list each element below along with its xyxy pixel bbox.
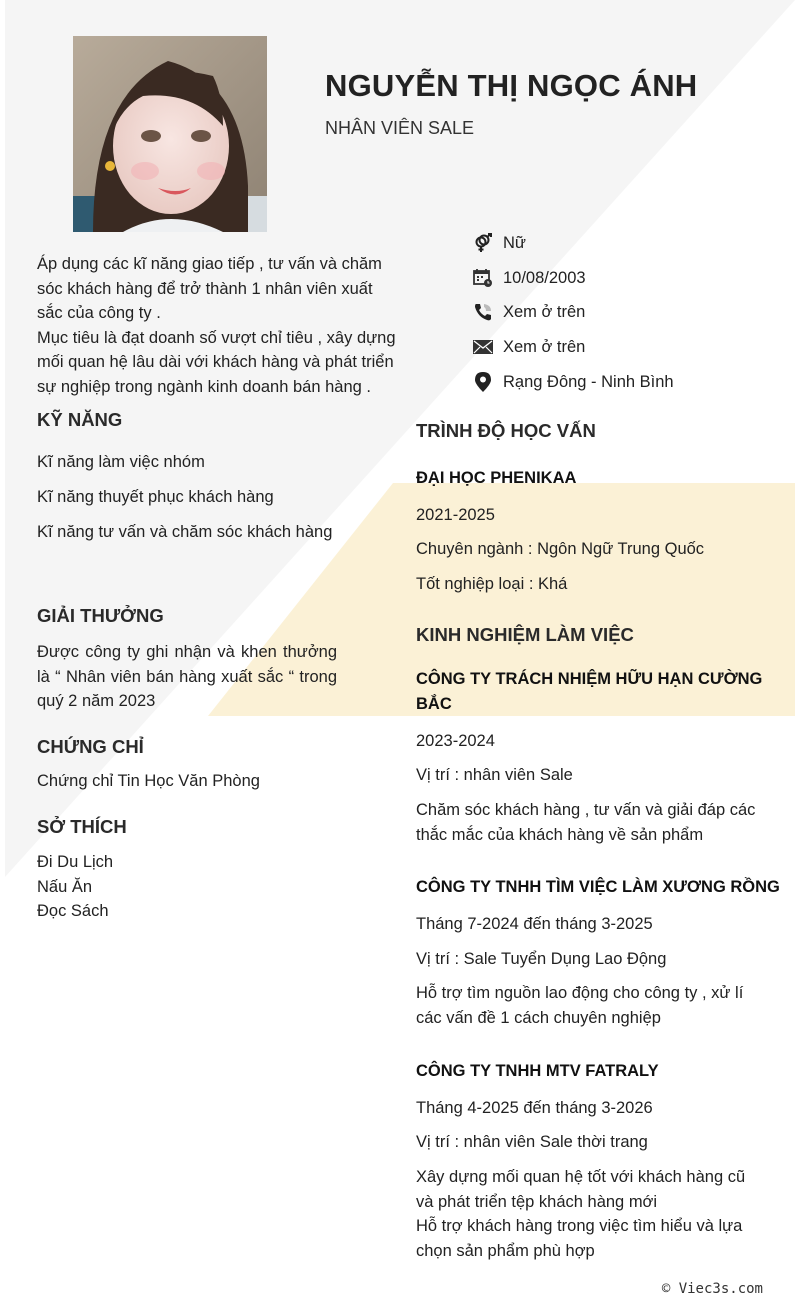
location-pin-icon	[472, 371, 494, 393]
birthdate-value: 10/08/2003	[503, 268, 586, 287]
objective-line: Mục tiêu là đạt doanh số vượt chỉ tiêu , xây dựng	[37, 328, 396, 347]
phone-value: Xem ở trên	[503, 302, 586, 321]
career-objective	[37, 252, 417, 399]
skill-item: Kĩ năng tư vấn và chăm sóc khách hàng	[37, 523, 333, 541]
info-gender	[472, 231, 526, 255]
job-period: 2023-2024	[416, 732, 495, 750]
email-value: Xem ở trên	[503, 337, 586, 356]
objective-line: sắc của công ty .	[37, 304, 161, 322]
job-position: Vị trí : Sale Tuyển Dụng Lao Động	[416, 950, 667, 968]
candidate-name: NGUYỄN THỊ NGỌC ÁNH	[325, 68, 698, 103]
info-birthdate	[472, 266, 586, 290]
address-value: Rạng Đông - Ninh Bình	[503, 372, 674, 391]
objective-line: sự nghiệp trong ngành kinh doanh bán hàng .	[37, 377, 371, 396]
award-text: Được công ty ghi nhận và khen thưởng là “ Nhân viên bán hàng xuất sắc “ trong quý 2 năm 2023	[37, 643, 337, 710]
job-title: NHÂN VIÊN SALE	[325, 118, 475, 138]
objective-line: mối quan hệ lâu dài với khách hàng và phát triển	[37, 353, 394, 371]
job-period: Tháng 7-2024 đến tháng 3-2025	[416, 915, 653, 933]
certificates-heading: CHỨNG CHỈ	[37, 736, 144, 757]
phone-icon	[472, 301, 494, 323]
info-phone	[472, 300, 585, 324]
envelope-icon	[472, 336, 494, 358]
awards-heading: GIẢI THƯỞNG	[37, 605, 164, 626]
job-position: Vị trí : nhân viên Sale thời trang	[416, 1133, 648, 1151]
skill-item: Kĩ năng thuyết phục khách hàng	[37, 488, 274, 506]
objective-line: Áp dụng các kĩ năng giao tiếp , tư vấn và chăm	[37, 255, 382, 273]
hobby-item: Đi Du Lịch	[37, 853, 114, 871]
info-email	[472, 335, 585, 359]
job-position: Vị trí : nhân viên Sale	[416, 766, 573, 784]
education-major: Chuyên ngành : Ngôn Ngữ Trung Quốc	[416, 540, 705, 558]
gender-icon	[472, 232, 494, 254]
certificate-item: Chứng chỉ Tin Học Văn Phòng	[37, 772, 260, 790]
objective-line: sóc khách hàng để trở thành 1 nhân viên xuất	[37, 279, 373, 298]
gender-value: Nữ	[503, 233, 526, 252]
watermark: © Viec3s.com	[661, 1281, 763, 1297]
hobby-item: Nấu Ăn	[37, 877, 93, 896]
job-company: CÔNG TY TNHH TÌM VIỆC LÀM XƯƠNG RỒNG	[416, 878, 780, 896]
education-period: 2021-2025	[416, 506, 495, 524]
education-heading: TRÌNH ĐỘ HỌC VẤN	[416, 420, 596, 441]
job-period: Tháng 4-2025 đến tháng 3-2026	[416, 1099, 653, 1117]
job-description: Hỗ trợ tìm nguồn lao động cho công ty , xử lí các vấn đề 1 cách chuyên nghiệp	[416, 984, 744, 1027]
info-address	[472, 370, 674, 394]
hobbies-list	[37, 850, 113, 924]
calendar-icon	[472, 267, 494, 289]
school-name: ĐẠI HỌC PHENIKAA	[416, 469, 577, 487]
profile-photo	[73, 36, 267, 232]
job-description-line: Hỗ trợ khách hàng trong việc tìm hiểu và lựa chọn sản phẩm phù hợp	[416, 1217, 743, 1260]
job-company: CÔNG TY TNHH MTV FATRALY	[416, 1062, 659, 1080]
job-description	[416, 1165, 766, 1263]
job-company: CÔNG TY TRÁCH NHIỆM HỮU HẠN CƯỜNG BẮC	[416, 670, 763, 713]
hobby-item: Đọc Sách	[37, 902, 109, 920]
experience-heading: KINH NGHIỆM LÀM VIỆC	[416, 624, 634, 645]
education-grade: Tốt nghiệp loại : Khá	[416, 575, 568, 593]
skills-heading: KỸ NĂNG	[37, 409, 123, 430]
job-description: Chăm sóc khách hàng , tư vấn và giải đáp các thắc mắc của khách hàng về sản phẩm	[416, 801, 756, 844]
job-description-line: Xây dựng mối quan hệ tốt với khách hàng cũ và phát triển tệp khách hàng mới	[416, 1168, 746, 1211]
hobbies-heading: SỞ THÍCH	[37, 816, 127, 837]
skill-item: Kĩ năng làm việc nhóm	[37, 453, 205, 471]
